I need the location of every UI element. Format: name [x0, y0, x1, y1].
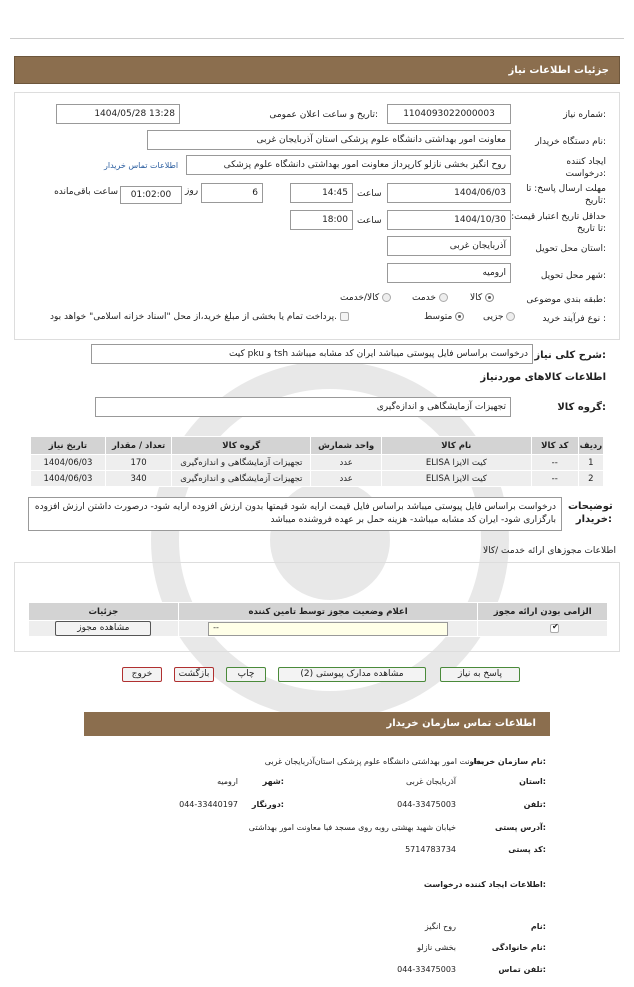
- validity-label: حداقل تاریخ اعتبار قیمت: تا تاریخ:: [511, 212, 606, 234]
- deadline-time-label: ساعت: [357, 189, 382, 199]
- col-unit-header: واحد شمارش: [311, 437, 382, 455]
- process-option-minor[interactable]: جزیی: [483, 312, 515, 322]
- contact-city-label: شهر:: [262, 777, 284, 786]
- permits-title: اطلاعات مجوزهای ارائه خدمت /کالا: [482, 546, 616, 556]
- cell-name: کیت الایزا ELISA: [381, 471, 531, 487]
- permit-status-field: --: [208, 622, 448, 636]
- announce-field: 1404/05/28 13:28: [56, 104, 180, 124]
- contact-fax-value: 044-33440197: [179, 800, 238, 809]
- creator-phone-value: 044-33475003: [397, 965, 456, 974]
- contact-postal-label: کد پستی:: [508, 845, 546, 854]
- city-field: ارومیه: [387, 263, 511, 283]
- contact-header: [84, 712, 550, 736]
- page-header: [14, 56, 620, 84]
- goods-group-field: تجهیزات آزمایشگاهی و اندازه‌گیری: [95, 397, 511, 417]
- contact-title: اطلاعات تماس سازمان خریدار: [386, 718, 536, 729]
- contact-fax-label: دورنگار:: [251, 800, 284, 809]
- buyer-org-label: نام دستگاه خریدار:: [535, 137, 606, 147]
- category-option-both[interactable]: کالا/خدمت: [340, 293, 391, 303]
- cell-code: --: [531, 455, 578, 471]
- buyer-notes-field: درخواست براساس فایل پیوستی میباشد براساس فایل قیمت ارایه شود قیمتها بدون ارزش افزوده ارایه شود- درصورت داشتن ارزش افزوده بارگزاری شود- ایران کد مشابه میباشد- هزینه حمل بر عهده فروشنده میباشد: [28, 497, 562, 531]
- process-label: نوع فرآیند خرید :: [542, 314, 606, 324]
- summary-field: کیت pku و tsh درخواست براساس فایل پیوستی میباشد ایران کد مشابه میباشد: [91, 344, 533, 364]
- col-code-header: کد کالا: [531, 437, 578, 455]
- treasury-payment-checkbox[interactable]: [340, 312, 349, 321]
- category-service-radio[interactable]: [439, 293, 448, 302]
- col-date-header: تاریخ نیاز: [31, 437, 106, 455]
- col-row-header: ردیف: [578, 437, 603, 455]
- col-qty-header: تعداد / مقدار: [105, 437, 171, 455]
- creator-info-title: اطلاعات ایجاد کننده درخواست:: [423, 880, 546, 889]
- permits-table-header: [29, 603, 608, 621]
- cell-group: تجهیزات آزمایشگاهی و اندازه‌گیری: [172, 471, 311, 487]
- page-title: جزئیات اطلاعات نیاز: [508, 65, 609, 76]
- creator-name-value: روح انگیز: [424, 922, 456, 931]
- category-label: طبقه بندی موضوعی:: [526, 295, 606, 305]
- view-permit-button[interactable]: مشاهده مجوز: [55, 621, 151, 636]
- permit-required-header: الزامی بودن ارائه مجوز: [478, 603, 608, 621]
- process-medium-radio[interactable]: [455, 312, 464, 321]
- contact-org-label: نام سازمان خریدار:: [469, 757, 546, 766]
- cell-date: 1404/06/03: [31, 455, 106, 471]
- cell-date: 1404/06/03: [31, 471, 106, 487]
- cell-group: تجهیزات آزمایشگاهی و اندازه‌گیری: [172, 455, 311, 471]
- validity-time-field: 18:00: [290, 210, 353, 230]
- cell-qty: 340: [105, 471, 171, 487]
- treasury-payment-option[interactable]: پرداخت تمام یا بخشی از مبلغ خرید،از محل "اسناد خزانه اسلامی" خواهد بود.: [50, 312, 349, 322]
- need-number-label: شماره نیاز:: [563, 110, 606, 120]
- contact-province-value: آذربایجان غربی: [405, 777, 456, 786]
- province-field: آذربایجان غربی: [387, 236, 511, 256]
- days-label: روز: [185, 186, 199, 196]
- buyer-notes-label: توضیحات خریدار:: [568, 501, 613, 525]
- remaining-label: ساعت باقی‌مانده: [54, 187, 118, 197]
- permit-details-cell: [29, 621, 179, 637]
- deadline-time-field: 14:45: [290, 183, 353, 203]
- contact-province-label: استان:: [519, 777, 546, 786]
- print-button[interactable]: چاپ: [226, 667, 266, 682]
- contact-city-value: ارومیه: [217, 777, 238, 786]
- permits-table: [28, 602, 608, 637]
- goods-table-header: [31, 437, 604, 455]
- days-field: 6: [201, 183, 263, 203]
- process-minor-radio[interactable]: [506, 312, 515, 321]
- creator-family-label: نام خانوادگی:: [491, 943, 546, 952]
- contact-postal-value: 5714783734: [405, 845, 456, 854]
- contact-org-value: معاونت امور بهداشتی دانشگاه علوم پزشکی استان‌آذربایجان غربی: [264, 757, 484, 766]
- creator-family-value: بخشی نازلو: [417, 943, 456, 952]
- permit-required-cell: [478, 621, 608, 637]
- reply-button[interactable]: پاسخ به نیاز: [440, 667, 520, 682]
- cell-row-number: 1: [578, 455, 603, 471]
- creator-phone-label: تلفن تماس:: [498, 965, 546, 974]
- table-row: [31, 455, 604, 471]
- cell-row-number: 2: [578, 471, 603, 487]
- province-label: استان محل تحویل:: [535, 244, 606, 254]
- cell-unit: عدد: [311, 455, 382, 471]
- cell-name: کیت الایزا ELISA: [381, 455, 531, 471]
- exit-button[interactable]: خروج: [122, 667, 162, 682]
- col-group-header: گروه کالا: [172, 437, 311, 455]
- need-number-field: 1104093022000003: [387, 104, 511, 124]
- process-option-medium[interactable]: متوسط: [424, 312, 464, 322]
- table-row: [29, 621, 608, 637]
- announce-label: تاریخ و ساعت اعلان عمومی:: [269, 110, 378, 120]
- back-button[interactable]: بازگشت: [174, 667, 214, 682]
- creator-field: روح انگیز بخشی نازلو کارپرداز معاونت امور بهداشتی دانشگاه علوم پزشکی: [186, 155, 511, 175]
- contact-phone-label: تلفن:: [523, 800, 546, 809]
- col-name-header: نام کالا: [381, 437, 531, 455]
- table-row: [31, 471, 604, 487]
- remaining-time-field: 01:02:00: [120, 186, 182, 204]
- deadline-date-field: 1404/06/03: [387, 183, 511, 203]
- category-goods-radio[interactable]: [485, 293, 494, 302]
- attachments-button[interactable]: مشاهده مدارک پیوستی (2): [278, 667, 426, 682]
- summary-label: شرح کلی نیاز:: [534, 350, 606, 361]
- category-option-goods[interactable]: کالا: [470, 293, 494, 303]
- goods-section-title: اطلاعات کالاهای موردنیاز: [480, 372, 606, 383]
- creator-label: ایجاد کننده درخواست:: [565, 157, 606, 179]
- permit-details-header: جزئیات: [29, 603, 179, 621]
- deadline-label: مهلت ارسال پاسخ: تا تاریخ:: [526, 184, 606, 206]
- category-both-radio[interactable]: [382, 293, 391, 302]
- validity-time-label: ساعت: [357, 216, 382, 226]
- goods-group-label: گروه کالا:: [557, 402, 606, 413]
- category-option-service[interactable]: خدمت: [412, 293, 448, 303]
- permit-status-cell: [178, 621, 478, 637]
- contact-phone-value: 044-33475003: [397, 800, 456, 809]
- city-label: شهر محل تحویل:: [540, 271, 606, 281]
- goods-table: [30, 436, 604, 487]
- contact-address-value: خیابان شهید بهشتی روبه روی مسجد فبا معاونت امور بهداشتی: [248, 823, 456, 832]
- creator-name-label: نام:: [530, 922, 546, 931]
- cell-unit: عدد: [311, 471, 382, 487]
- buyer-org-field: معاونت امور بهداشتی دانشگاه علوم پزشکی استان آذربایجان غربی: [147, 130, 511, 150]
- permit-status-header: اعلام وضعیت مجوز توسط تامین کننده: [178, 603, 478, 621]
- validity-date-field: 1404/10/30: [387, 210, 511, 230]
- permit-required-checkbox: ✔: [552, 621, 559, 631]
- contact-address-label: آدرس پستی:: [495, 823, 546, 832]
- buyer-contact-link[interactable]: اطلاعات تماس خریدار: [104, 161, 179, 170]
- cell-code: --: [531, 471, 578, 487]
- cell-qty: 170: [105, 455, 171, 471]
- top-divider: [10, 38, 624, 39]
